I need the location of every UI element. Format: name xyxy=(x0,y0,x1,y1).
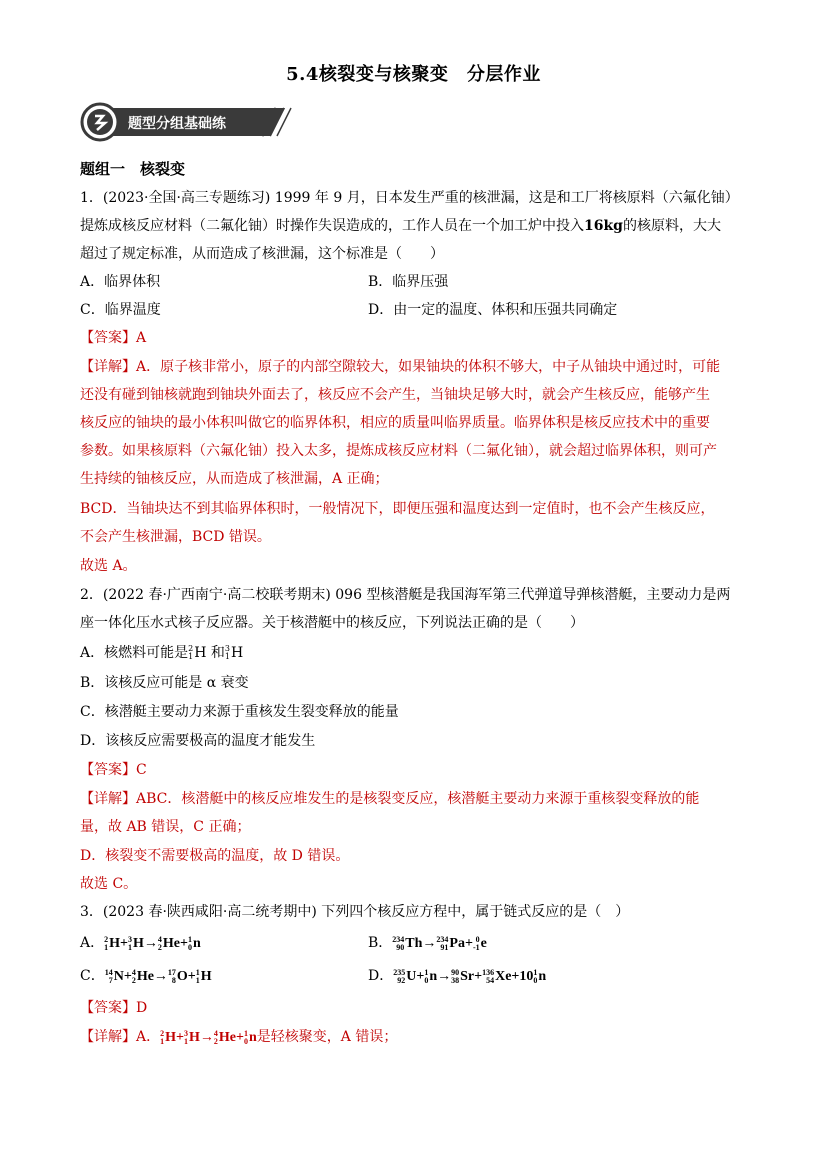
q1-option-a: A．临界体积 xyxy=(80,274,161,290)
q3-explanation-1: 【详解】A． 2 1 H+ 3 1 H→ 4 2 He+ 1 0 n是轻核聚变，A 错误； xyxy=(80,1028,398,1046)
q2-explanation-2: 量，故 AB 错误，C 正确； xyxy=(80,819,251,835)
q1-answer: 【答案】A xyxy=(80,330,147,346)
q2-explanation-3: D．核裂变不需要极高的温度，故 D 错误。 xyxy=(80,848,350,864)
q2-line1: 2．(2022 春·广西南宁·高二校联考期末) 096 型核潜艇是我国海军第三代弹道导弹核潜艇，主要动力是两 xyxy=(80,587,731,603)
q1-option-d: D．由一定的温度、体积和压强共同确定 xyxy=(368,302,618,318)
q2-answer: 【答案】C xyxy=(80,762,147,778)
q2-option-a: A．核燃料可能是 2 1 H 和 3 1 H xyxy=(80,644,244,661)
q2-choice: 故选 C。 xyxy=(80,876,138,892)
section-title: 题组一 核裂变 xyxy=(80,160,186,178)
q3-option-b: B． 234 90 Th→ 234 91 Pa+ 0 -1 e xyxy=(368,934,487,952)
banner-label: 题型分组基础练 xyxy=(128,116,226,132)
q1-choice: 故选 A。 xyxy=(80,558,137,574)
page-title: 5.4核裂变与核聚变 分层作业 xyxy=(286,64,541,85)
q1-explanation-3: 核反应的铀块的最小体积叫做它的临界体积，相应的质量叫临界质量。临界体积是核反应技术中的重要 xyxy=(80,415,710,431)
q1-explanation-4: 参数。如果核原料（六氟化铀）投入太多，提炼成核反应材料（二氟化铀），就会超过临界体积，则可产 xyxy=(80,443,717,459)
q2-option-d: D．该核反应需要极高的温度才能发生 xyxy=(80,733,316,749)
q3-line1: 3．(2023 春·陕西咸阳·高二统考期中) 下列四个核反应方程中，属于链式反应的是（ ） xyxy=(80,904,630,920)
q3-option-a: A． 2 1 H+ 3 1 H→ 4 2 He+ 1 0 n xyxy=(80,934,201,952)
q3-answer: 【答案】D xyxy=(80,1000,148,1016)
q1-explanation-6: BCD．当铀块达不到其临界体积时，一般情况下，即便压强和温度达到一定值时，也不会产生核反应， xyxy=(80,501,715,517)
q3-option-c: C． 14 7 N+ 4 2 He→ 17 8 O+ 1 1 H xyxy=(80,967,212,985)
q1-line3: 超过了规定标准，从而造成了核泄漏，这个标准是（ ） xyxy=(80,246,444,262)
q1-option-c: C．临界温度 xyxy=(80,302,161,318)
q2-option-c: C．核潜艇主要动力来源于重核发生裂变释放的能量 xyxy=(80,704,399,720)
section-banner xyxy=(80,102,300,142)
q1-explanation-1: 【详解】A．原子核非常小，原子的内部空隙较大，如果铀块的体积不够大，中子从铀块中通过时，可能 xyxy=(80,359,721,375)
q1-line2: 提炼成核反应材料（二氟化铀）时操作失误造成的，工作人员在一个加工炉中投入16kg的核原料，大大 xyxy=(80,218,721,234)
q1-explanation-7: 不会产生核泄漏，BCD 错误。 xyxy=(80,529,271,545)
q2-option-b: B．该核反应可能是 α 衰变 xyxy=(80,675,249,691)
q1-line1: 1．(2023·全国·高三专题练习) 1999 年 9 月，日本发生严重的核泄漏，这是和工厂将核原料（六氟化铀） xyxy=(80,190,739,206)
q1-explanation-2: 还没有碰到铀核就跑到铀块外面去了，核反应不会产生，当铀块足够大时，就会产生核反应，能够产生 xyxy=(80,387,710,403)
q2-explanation-1: 【详解】ABC．核潜艇中的核反应堆发生的是核裂变反应，核潜艇主要动力来源于重核裂变释放的能 xyxy=(80,791,700,807)
q1-explanation-5: 生持续的铀核反应，从而造成了核泄漏，A 正确； xyxy=(80,471,389,487)
q3-option-d: D． 235 92 U+ 1 0 n→ 90 38 Sr+ 136 54 Xe+10 1 0 n xyxy=(368,967,547,985)
q1-option-b: B．临界压强 xyxy=(368,274,449,290)
q2-line2: 座一体化压水式核子反应器。关于核潜艇中的核反应，下列说法正确的是（ ） xyxy=(80,615,584,631)
